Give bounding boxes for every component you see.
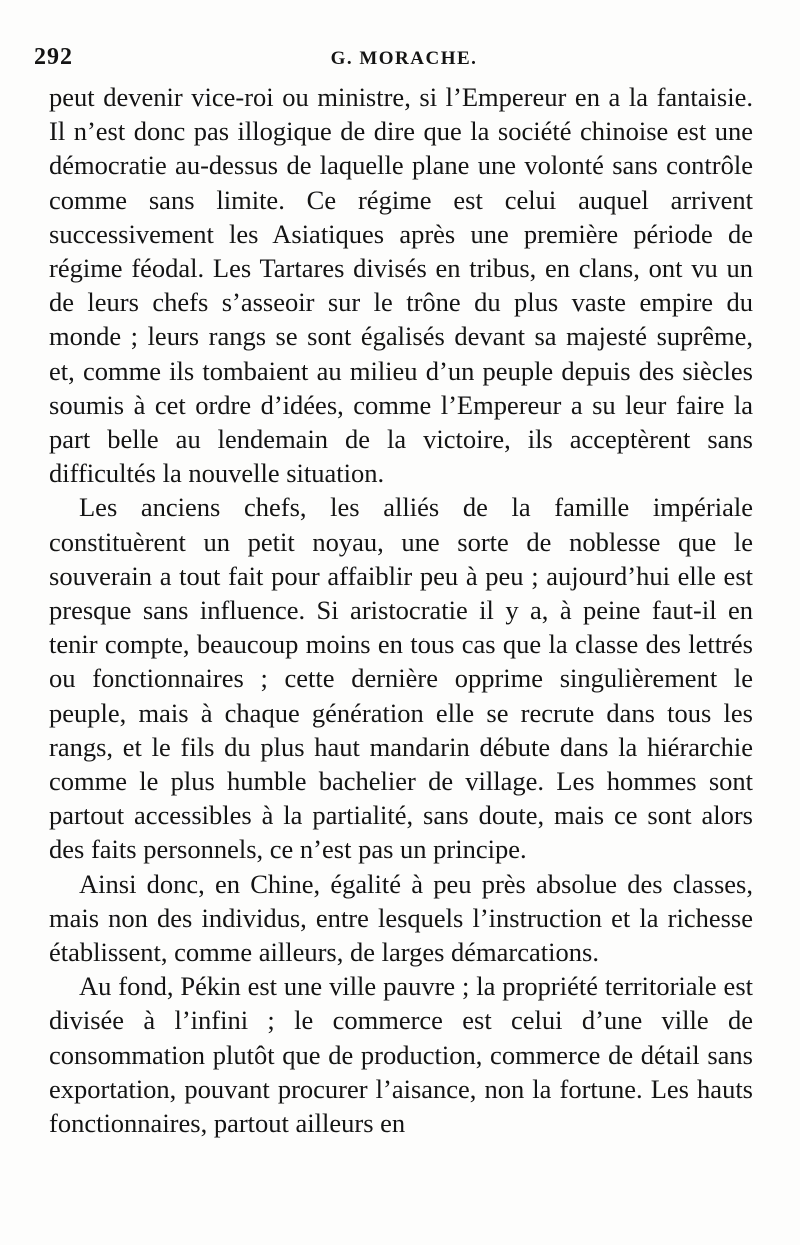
page-number: 292 <box>34 44 73 70</box>
paragraph-4: Au fond, Pékin est une ville pauvre ; la propriété territoriale est divisée à l’infini ; le commerce est celui d’une ville de consommation plutôt que de production, commerce de détail sans exportation, pouvant procurer l’aisance, non la fortune. Les hauts fonctionnaires, partout ailleurs en <box>49 971 753 1139</box>
paragraph-3: Ainsi donc, en Chine, égalité à peu près absolue des classes, mais non des individus, entre lesquels l’instruction et la richesse établissent, comme ailleurs, de larges démarcations. <box>49 868 753 968</box>
paragraph-2: Les anciens chefs, les alliés de la famille impériale constituèrent un petit noyau, une sorte de noblesse que le souverain a tout fait pour affaiblir peu à peu ; aujourd’hui elle est presque sans influence. Si aristocratie il y a, à peine faut-il en tenir compte, beaucoup moins en tous cas que la classe des lettrés ou fonctionnaires ; cette dernière opprime singulièrement le peuple, mais à chaque génération elle se recrute dans tous les rangs, et le fils du plus haut mandarin débute dans la hiérarchie comme le plus humble bachelier de village. Les hommes sont partout accessibles à la partialité, sans doute, mais ce sont alors des faits personnels, ce n’est pas un principe. <box>49 492 753 865</box>
body-text <box>49 80 753 1140</box>
page-header <box>34 44 754 76</box>
running-head: G. MORACHE. <box>330 48 478 69</box>
paragraph-1: peut devenir vice-roi ou ministre, si l’Empereur en a la fantaisie. Il n’est donc pas illogique de dire que la société chinoise est une démocratie au-dessus de laquelle plane une volonté sans contrôle comme sans limite. Ce régime est celui auquel arrivent successivement les Asiatiques après une première période de régime féodal. Les Tartares divisés en tribus, en clans, ont vu un de leurs chefs s’asseoir sur le trône du plus vaste empire du monde ; leurs rangs se sont égalisés devant sa majesté suprême, et, comme ils tombaient au milieu d’un peuple depuis des siècles soumis à cet ordre d’idées, comme l’Empereur a su leur faire la part belle au lendemain de la victoire, ils acceptèrent sans difficultés la nouvelle situation. <box>49 82 753 489</box>
